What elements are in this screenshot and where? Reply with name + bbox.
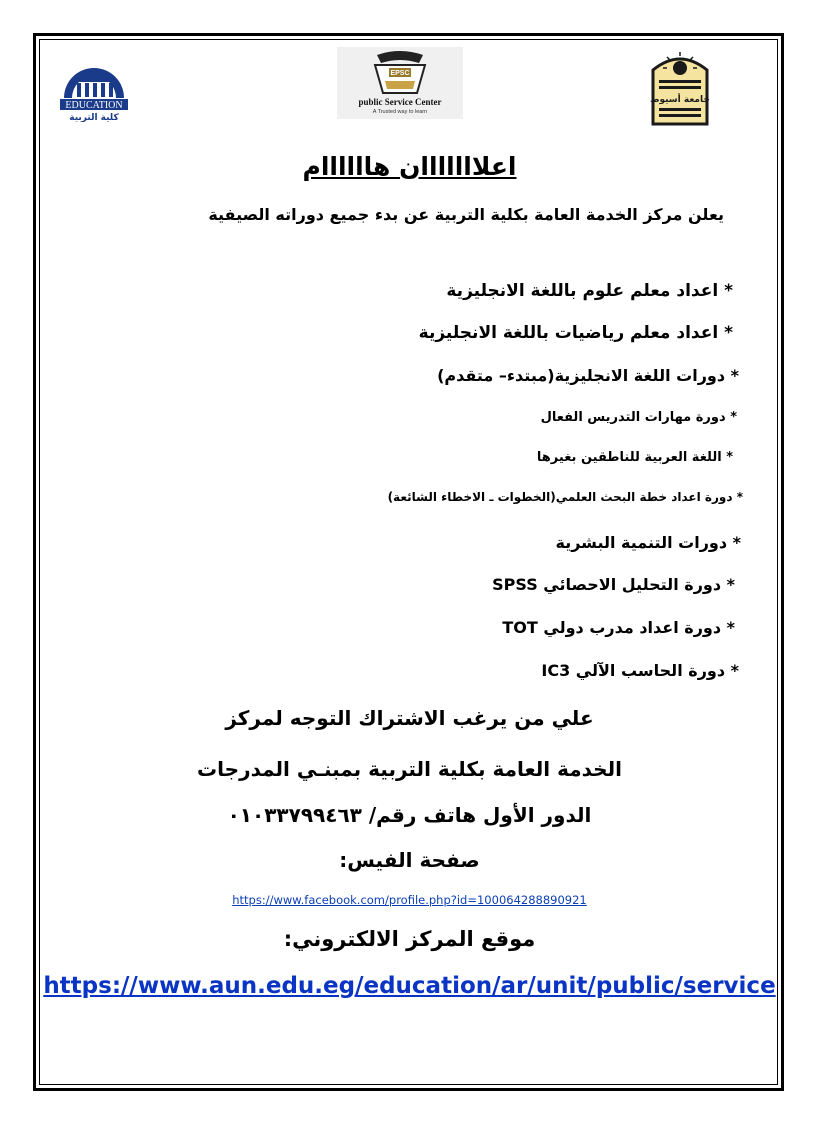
- website-label: موقع المركز الالكتروني:: [283, 927, 536, 951]
- education-logo-arabic: كلية التربية: [69, 113, 119, 122]
- education-logo-text: EDUCATION: [65, 100, 123, 111]
- facebook-label: صفحة الفيس:: [339, 848, 480, 872]
- psc-tagline: A Trusted way to learn: [372, 109, 428, 115]
- course-item: * اعداد معلم رياضيات باللغة الانجليزية: [418, 323, 733, 343]
- public-service-center-logo: [337, 47, 463, 119]
- announcement-title: اعلااااااان هاااااام: [302, 152, 517, 181]
- university-logo-text: جامعة أسيوط: [650, 95, 710, 105]
- facebook-link[interactable]: https://www.facebook.com/profile.php?id=100064288890921: [232, 893, 587, 907]
- psc-badge-text: EPSC: [390, 70, 410, 77]
- course-item: * دورات التنمية البشرية: [555, 533, 741, 552]
- course-item: * اللغة العربية للناطقين بغيرها: [536, 450, 733, 465]
- closing-line: علي من يرغب الاشتراك التوجه لمركز: [225, 706, 594, 730]
- course-item: * دورة التحليل الاحصائي SPSS: [492, 575, 735, 594]
- course-item: * دورات اللغة الانجليزية(مبتدء– متقدم): [437, 366, 739, 385]
- course-item: * اعداد معلم علوم باللغة الانجليزية: [446, 281, 733, 301]
- education-faculty-logo: [58, 52, 130, 122]
- course-item: * دورة مهارات التدريس الفعال: [540, 410, 737, 425]
- course-item: * دورة الحاسب الآلي IC3: [541, 661, 739, 680]
- website-link[interactable]: https://www.aun.edu.eg/education/ar/unit/public/service: [43, 973, 776, 999]
- course-item: * دورة اعداد خطة البحث العلمي(الخطوات ـ الاخطاء الشائعة): [387, 490, 743, 504]
- course-item: * دورة اعداد مدرب دولي TOT: [502, 618, 735, 637]
- closing-line: الدور الأول هاتف رقم/ ٠١٠٣٣٧٩٩٤٦٣: [227, 803, 592, 827]
- assiut-university-logo: [645, 50, 715, 128]
- closing-line: الخدمة العامة بكلية التربية بمبنـي المدرجات: [197, 757, 622, 781]
- psc-name: public Service Center: [358, 97, 442, 107]
- intro-text: يعلن مركز الخدمة العامة بكلية التربية عن بدء جميع دوراته الصيفية: [208, 205, 724, 224]
